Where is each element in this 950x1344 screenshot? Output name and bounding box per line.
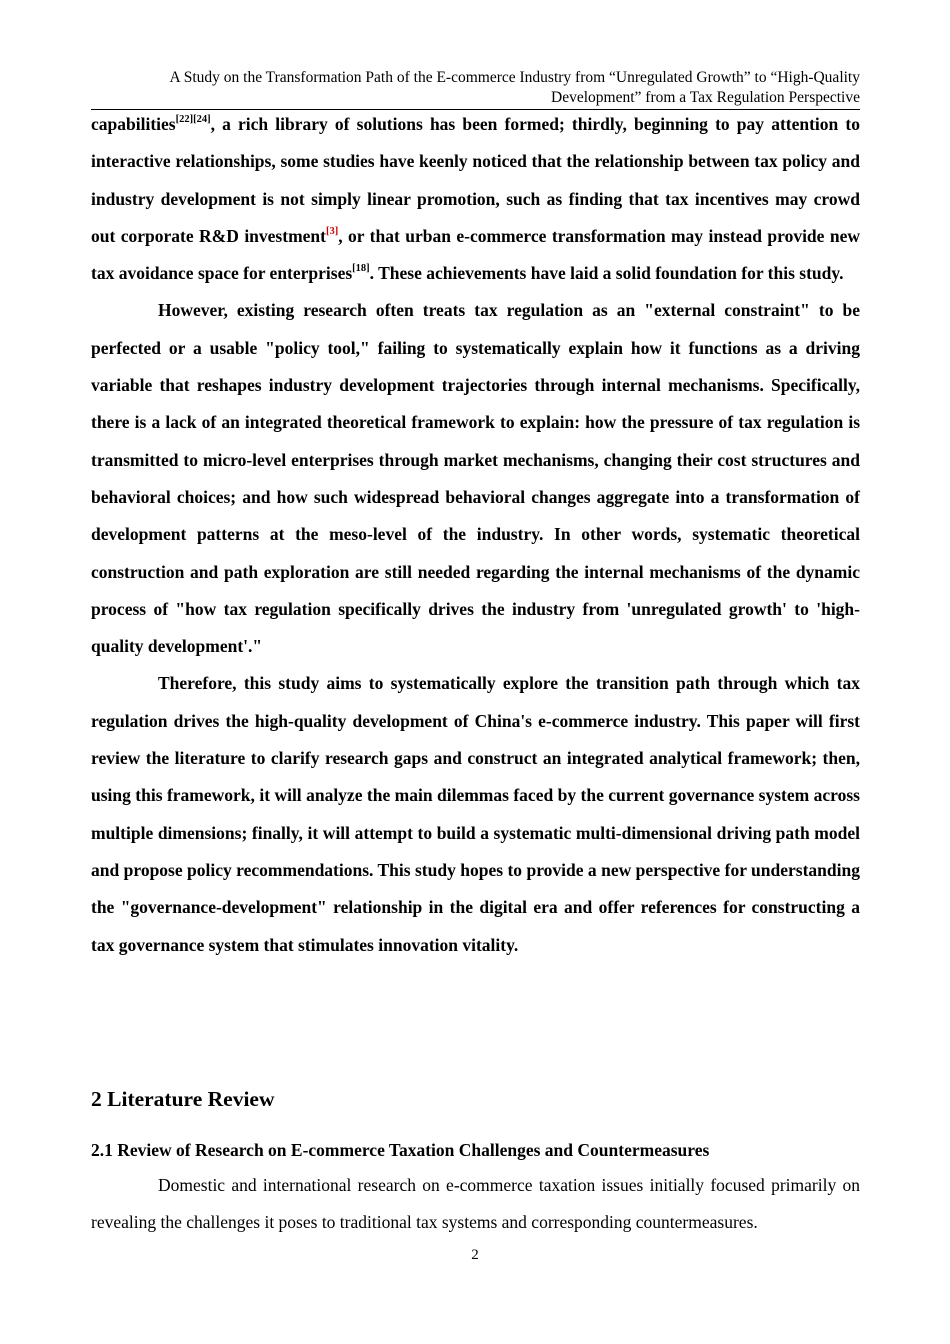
- running-header: [91, 68, 860, 110]
- citation: [22][24]: [175, 114, 211, 125]
- subsection-heading: 2.1 Review of Research on E-commerce Taxation Challenges and Countermeasures: [91, 1140, 710, 1160]
- citation: [18]: [352, 263, 370, 275]
- paragraph-text: . These achievements have laid a solid foundation for this study.: [369, 263, 844, 284]
- running-header-line-1: A Study on the Transformation Path of the E-commerce Industry from “Unregulated Growth” to “High-Quality: [169, 69, 860, 86]
- running-header-line-2: Development” from a Tax Regulation Perspective: [551, 89, 860, 106]
- section-heading: 2 Literature Review: [91, 1087, 275, 1111]
- body-text: [91, 106, 860, 964]
- paragraph-text: , or that urban e-commerce transformation may instead provide new tax avoidance space for enterprises: [91, 225, 860, 284]
- paragraph-text: , a rich library of solutions has been formed; thirdly, beginning to pay attention to interactive relationships, some studies have keenly noticed that the relationship between tax policy and industry development is not simply linear promotion, such as finding that tax incentives may crowd out corporate R&D investment: [91, 114, 860, 246]
- paragraph-text: capabilities: [91, 114, 176, 134]
- paragraph-continued: [91, 106, 860, 292]
- paragraph-study-aim: Therefore, this study aims to systematically explore the transition path through which tax regulation drives the high-quality development of China's e-commerce industry. This paper will first review the literature to clarify research gaps and construct an integrated analytical framework; then, using this framework, it will analyze the main dilemmas faced by the current governance system across multiple dimensions; finally, it will attempt to build a systematic multi-dimensional driving path model and propose policy recommendations. This study hopes to provide a new perspective for understanding the "governance-development" relationship in the digital era and offer references for constructing a tax governance system that stimulates innovation vitality.: [91, 673, 860, 955]
- paragraph-literature: Domestic and international research on e-commerce taxation issues initially focused primarily on revealing the challenges it poses to traditional tax systems and corresponding countermeasures.: [91, 1175, 860, 1233]
- page-number: 2: [471, 1247, 479, 1263]
- paragraph-research-gap: However, existing research often treats tax regulation as an "external constraint" to be perfected or a usable "policy tool," failing to systematically explain how it functions as a driving variable that reshapes industry development trajectories through internal mechanisms. Specifically, there is a lack of an integrated theoretical framework to explain: how the pressure of tax regulation is transmitted to micro-level enterprises through market mechanisms, changing their cost structures and behavioral choices; and how such widespread behavioral changes aggregate into a transformation of development patterns at the meso-level of the industry. In other words, systematic theoretical construction and path exploration are still needed regarding the internal mechanisms of the dynamic process of "how tax regulation specifically drives the industry from 'unregulated growth' to 'high-quality development'.": [91, 300, 860, 657]
- citation-link[interactable]: [3]: [325, 225, 339, 237]
